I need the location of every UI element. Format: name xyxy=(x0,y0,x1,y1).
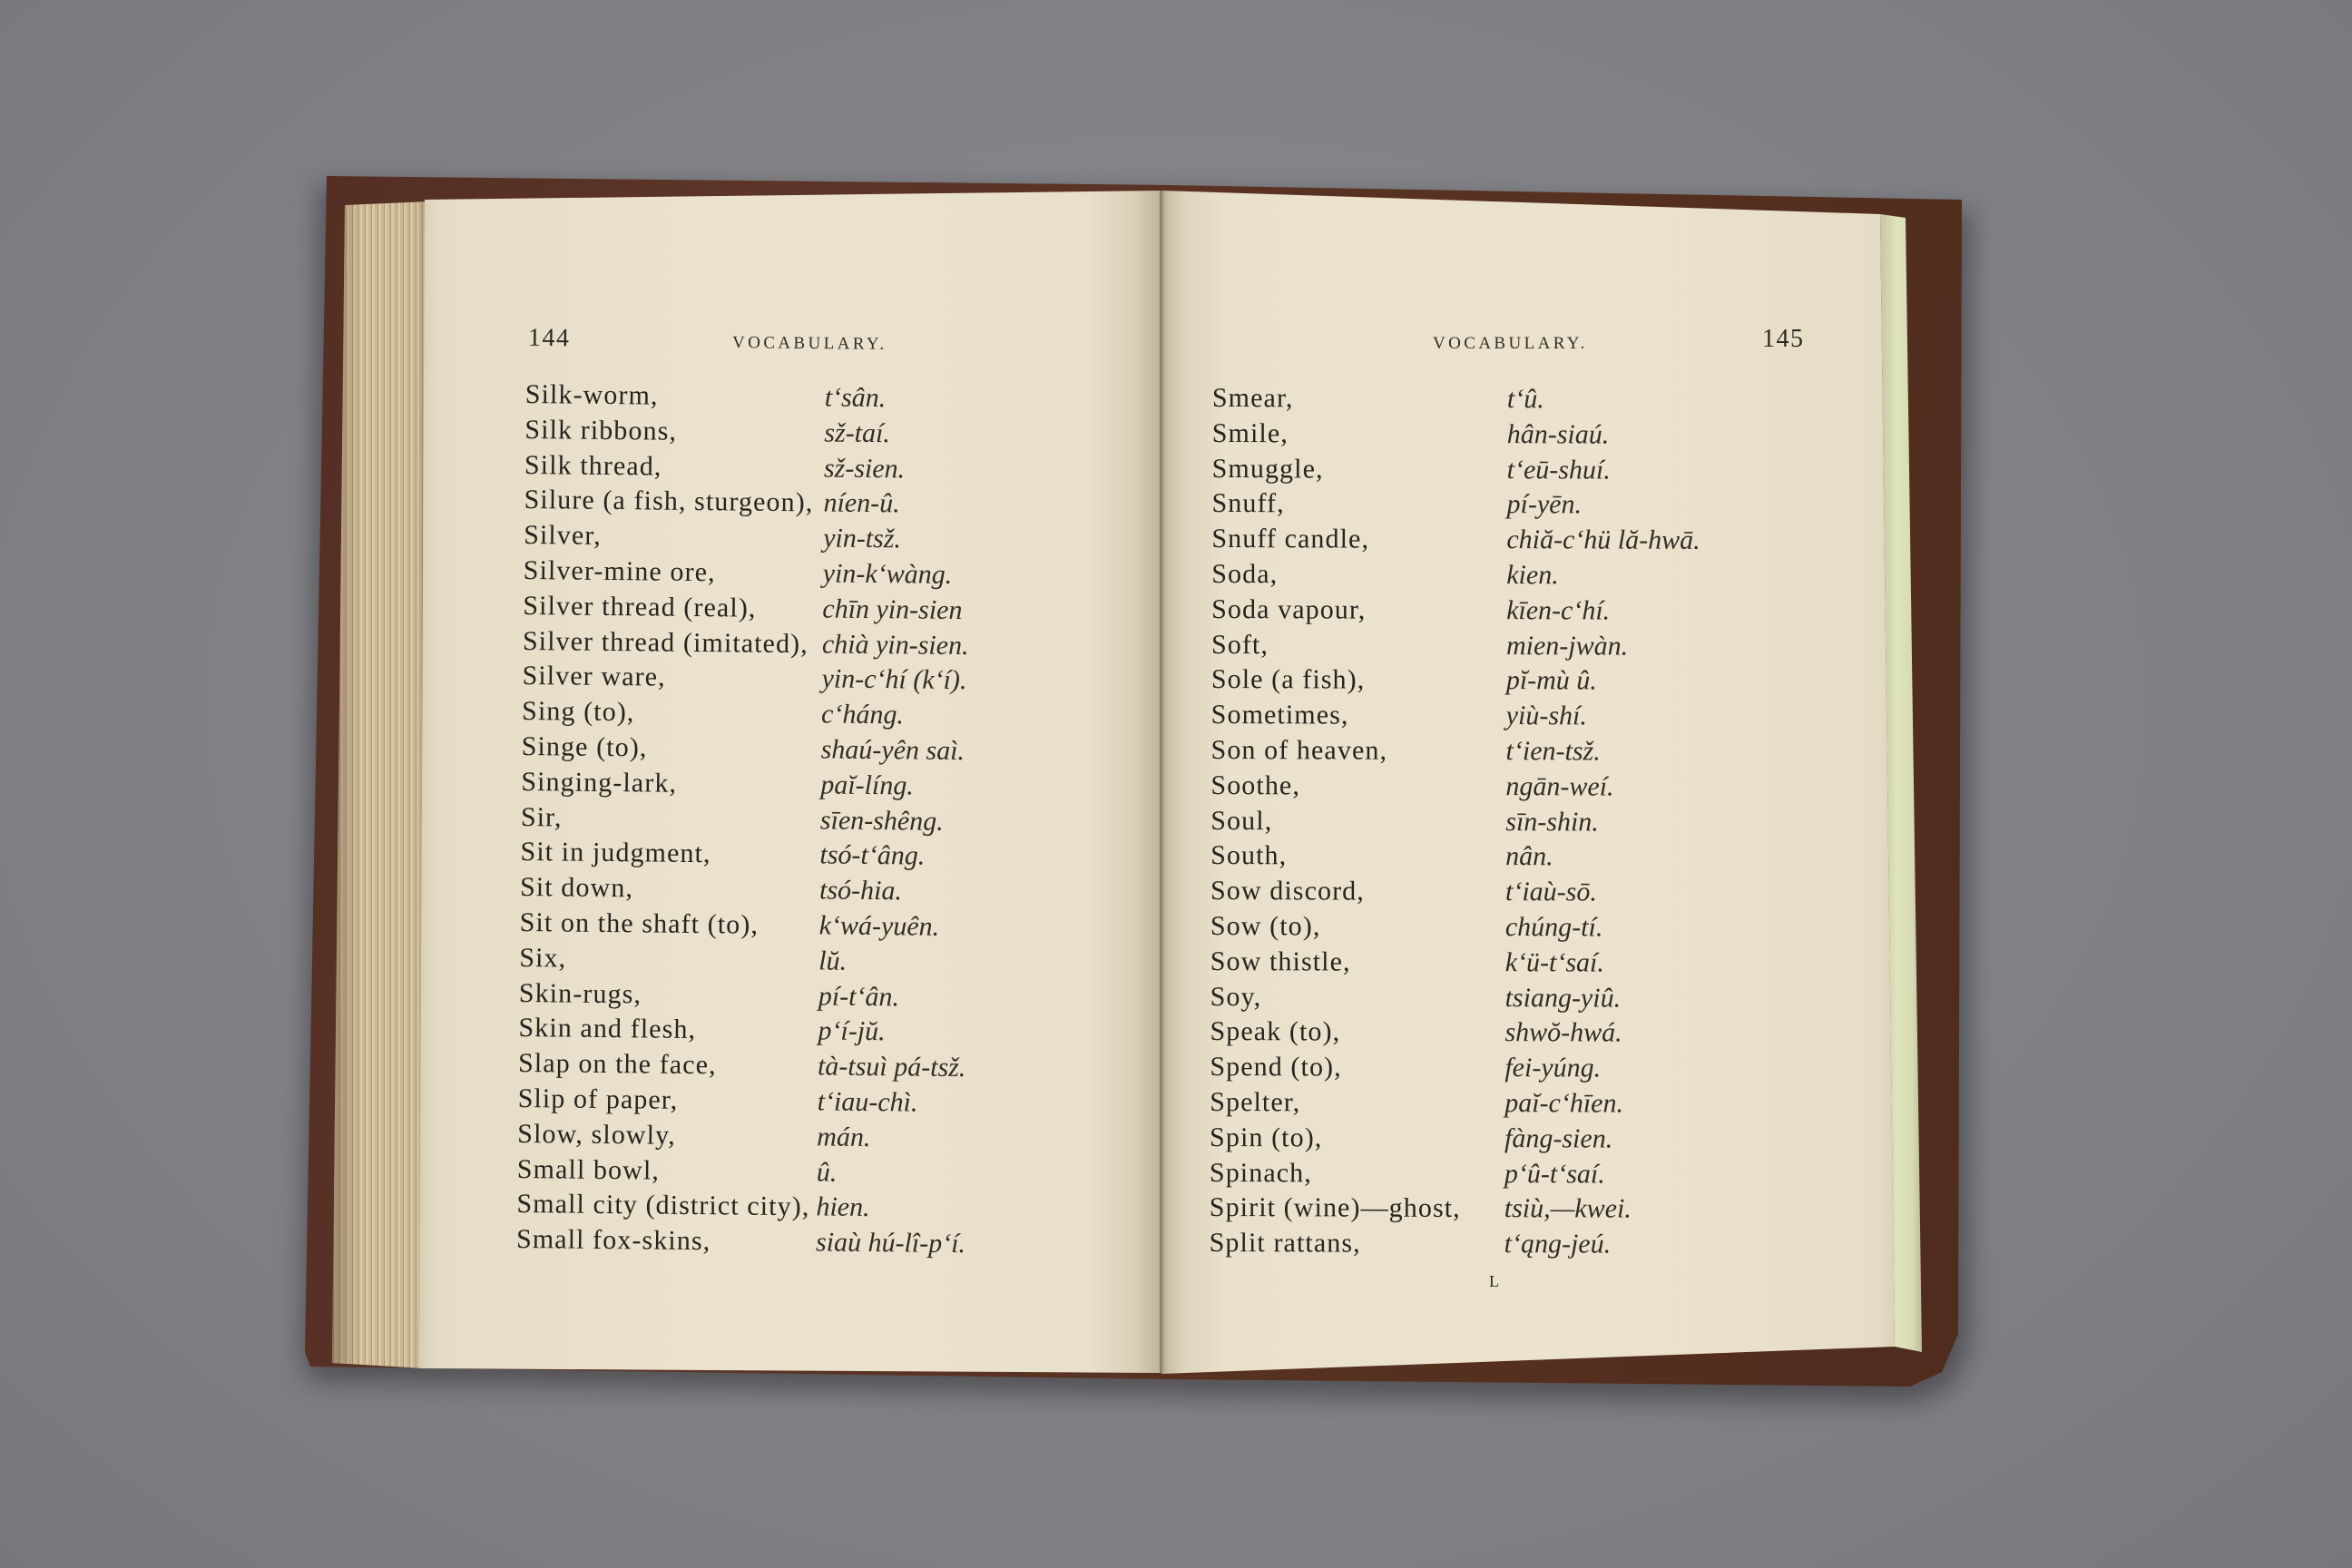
entry-translation: ngān-weí. xyxy=(1505,770,1614,802)
entry-term: Spin (to), xyxy=(1210,1122,1323,1153)
entry-term: Speak (to), xyxy=(1210,1016,1341,1047)
entry-translation: yin-c‘hí (k‘í). xyxy=(821,663,967,696)
entry-translation: fei-yúng. xyxy=(1504,1053,1602,1083)
entry-translation: k‘ü-t‘saí. xyxy=(1504,946,1604,978)
entry-term: South, xyxy=(1210,840,1288,871)
entry-term: Silver, xyxy=(524,520,603,552)
entry-term: Slip of paper, xyxy=(517,1083,679,1115)
entry-translation: p‘í-jŭ. xyxy=(818,1015,886,1047)
signature-mark: L xyxy=(1489,1272,1499,1290)
entry-term: Small city (district city), xyxy=(516,1189,810,1222)
entry-term: Smuggle, xyxy=(1211,453,1324,485)
entry-term: Sow (to), xyxy=(1210,910,1321,942)
entry-term: Silver thread (imitated), xyxy=(522,625,809,659)
entry-translation: t‘iaù-sō. xyxy=(1504,877,1597,907)
entry-translation: pĭ-mù û. xyxy=(1505,665,1597,696)
entry-term: Split rattans, xyxy=(1209,1228,1361,1259)
entry-term: Son of heaven, xyxy=(1210,734,1388,766)
entry-term: Silure (a fish, sturgeon), xyxy=(524,485,814,518)
entry-term: Singe (to), xyxy=(521,730,648,763)
entry-translation: tsó-t‘âng. xyxy=(819,839,926,871)
page-number-right: 145 xyxy=(1762,325,1805,353)
entry-translation: pí-yēn. xyxy=(1506,489,1583,520)
entry-translation: hân-siaú. xyxy=(1506,418,1610,450)
entry-translation: lŭ. xyxy=(818,946,848,976)
entry-term: Soy, xyxy=(1210,981,1262,1012)
entry-translation: p‘û-t‘saí. xyxy=(1504,1158,1605,1190)
entry-translation: nân. xyxy=(1505,841,1553,872)
entry-translation: sž-sien. xyxy=(823,453,906,484)
entry-translation: kīen-c‘hí. xyxy=(1506,594,1611,626)
entry-term: Soothe, xyxy=(1210,769,1301,801)
entry-term: Soul, xyxy=(1210,805,1273,836)
entry-term: Sir, xyxy=(520,801,563,833)
entry-translation: t‘ien-tsž. xyxy=(1505,736,1601,767)
entry-term: Sit in judgment, xyxy=(520,837,711,869)
entry-translation: pí-t‘ân. xyxy=(818,980,900,1012)
entry-translation: yin-tsž. xyxy=(822,523,902,554)
entry-term: Skin and flesh, xyxy=(518,1013,697,1045)
entry-translation: tsiang-yiû. xyxy=(1504,982,1622,1014)
entry-term: Silk-worm, xyxy=(524,378,659,411)
entry-term: Soda vapour, xyxy=(1211,593,1367,625)
entry-translation: níen-û. xyxy=(823,487,900,519)
entry-term: Singing-lark, xyxy=(521,766,678,799)
entry-translation: hien. xyxy=(816,1191,870,1223)
entry-term: Slow, slowly, xyxy=(517,1118,677,1151)
entry-translation: paĭ-líng. xyxy=(820,769,914,801)
entry-term: Soft, xyxy=(1210,629,1269,660)
entry-translation: shwŏ-hwá. xyxy=(1504,1017,1622,1048)
entry-term: Spelter, xyxy=(1210,1086,1301,1118)
entry-translation: siaù hú-lî-p‘í. xyxy=(815,1227,966,1259)
entry-term: Smile, xyxy=(1211,417,1289,449)
entry-term: Sometimes, xyxy=(1210,700,1349,730)
entry-term: Small fox-skins, xyxy=(515,1224,711,1257)
entry-translation: tsó-hia. xyxy=(818,875,903,906)
entry-term: Six, xyxy=(519,942,567,974)
entry-translation: mien-jwàn. xyxy=(1505,630,1629,662)
book-gutter xyxy=(1160,189,1163,1376)
entry-translation: sž-taí. xyxy=(824,417,891,449)
entry-term: Spirit (wine)—ghost, xyxy=(1209,1192,1461,1224)
entry-translation: t‘û. xyxy=(1506,384,1544,415)
entry-term: Sow discord, xyxy=(1210,876,1365,906)
entry-translation: k‘wá-yuên. xyxy=(818,910,940,942)
entry-term: Snuff candle, xyxy=(1211,524,1370,554)
entry-translation: t‘iau-chì. xyxy=(817,1086,918,1118)
entry-term: Small bowl, xyxy=(516,1153,661,1186)
page-number-left: 144 xyxy=(527,323,571,353)
entry-translation: sīen-shêng. xyxy=(819,804,944,837)
entry-term: Silver ware, xyxy=(522,661,666,693)
running-head-left: VOCABULARY. xyxy=(731,333,887,354)
running-head-right: VOCABULARY. xyxy=(1433,334,1588,353)
entry-term: Sole (a fish), xyxy=(1210,664,1366,695)
entry-translation: t‘sân. xyxy=(824,382,887,414)
entry-translation: tà-tsuì pá-tsž. xyxy=(817,1051,966,1083)
entry-translation: chiă-c‘hü lă-hwā. xyxy=(1506,524,1700,556)
entry-translation: c‘háng. xyxy=(820,699,905,730)
entry-translation: t‘ąng-jeú. xyxy=(1504,1229,1612,1259)
entry-translation: chià yin-sien. xyxy=(821,629,969,661)
entry-translation: chīn yin-sien xyxy=(822,593,963,625)
entry-translation: fàng-sien. xyxy=(1504,1122,1613,1154)
entry-translation: shaú-yên saì. xyxy=(820,734,965,767)
entry-term: Snuff, xyxy=(1211,488,1285,519)
entry-term: Silver-mine ore, xyxy=(523,554,716,588)
entry-translation: sīn-shin. xyxy=(1505,806,1599,838)
entry-translation: yin-k‘wàng. xyxy=(822,558,953,590)
entry-translation: kien. xyxy=(1506,560,1559,591)
entry-term: Sit on the shaft (to), xyxy=(519,906,760,940)
entry-translation: t‘eū-shuí. xyxy=(1506,454,1611,485)
entry-term: Sing (to), xyxy=(521,696,635,728)
entry-term: Sit down, xyxy=(519,872,634,904)
entry-translation: tsiù,—kwei. xyxy=(1504,1193,1632,1224)
entry-term: Spinach, xyxy=(1209,1157,1312,1188)
entry-term: Silk thread, xyxy=(524,449,662,482)
entry-term: Smear, xyxy=(1211,383,1294,414)
page-edges-left xyxy=(330,200,430,1370)
entry-term: Silver thread (real), xyxy=(523,590,757,623)
entry-term: Sow thistle, xyxy=(1210,946,1351,977)
entry-translation: yiù-shí. xyxy=(1505,701,1587,731)
entry-translation: chúng-tí. xyxy=(1504,912,1603,943)
entry-translation: û. xyxy=(816,1156,838,1188)
entry-translation: mán. xyxy=(817,1122,871,1152)
entry-term: Skin-rugs, xyxy=(518,977,642,1009)
entry-term: Spend (to), xyxy=(1210,1052,1342,1083)
entry-translation: paĭ-c‘hīen. xyxy=(1504,1088,1624,1119)
entry-term: Slap on the face, xyxy=(517,1048,717,1081)
entry-term: Soda, xyxy=(1211,558,1279,590)
entry-term: Silk ribbons, xyxy=(524,414,678,446)
